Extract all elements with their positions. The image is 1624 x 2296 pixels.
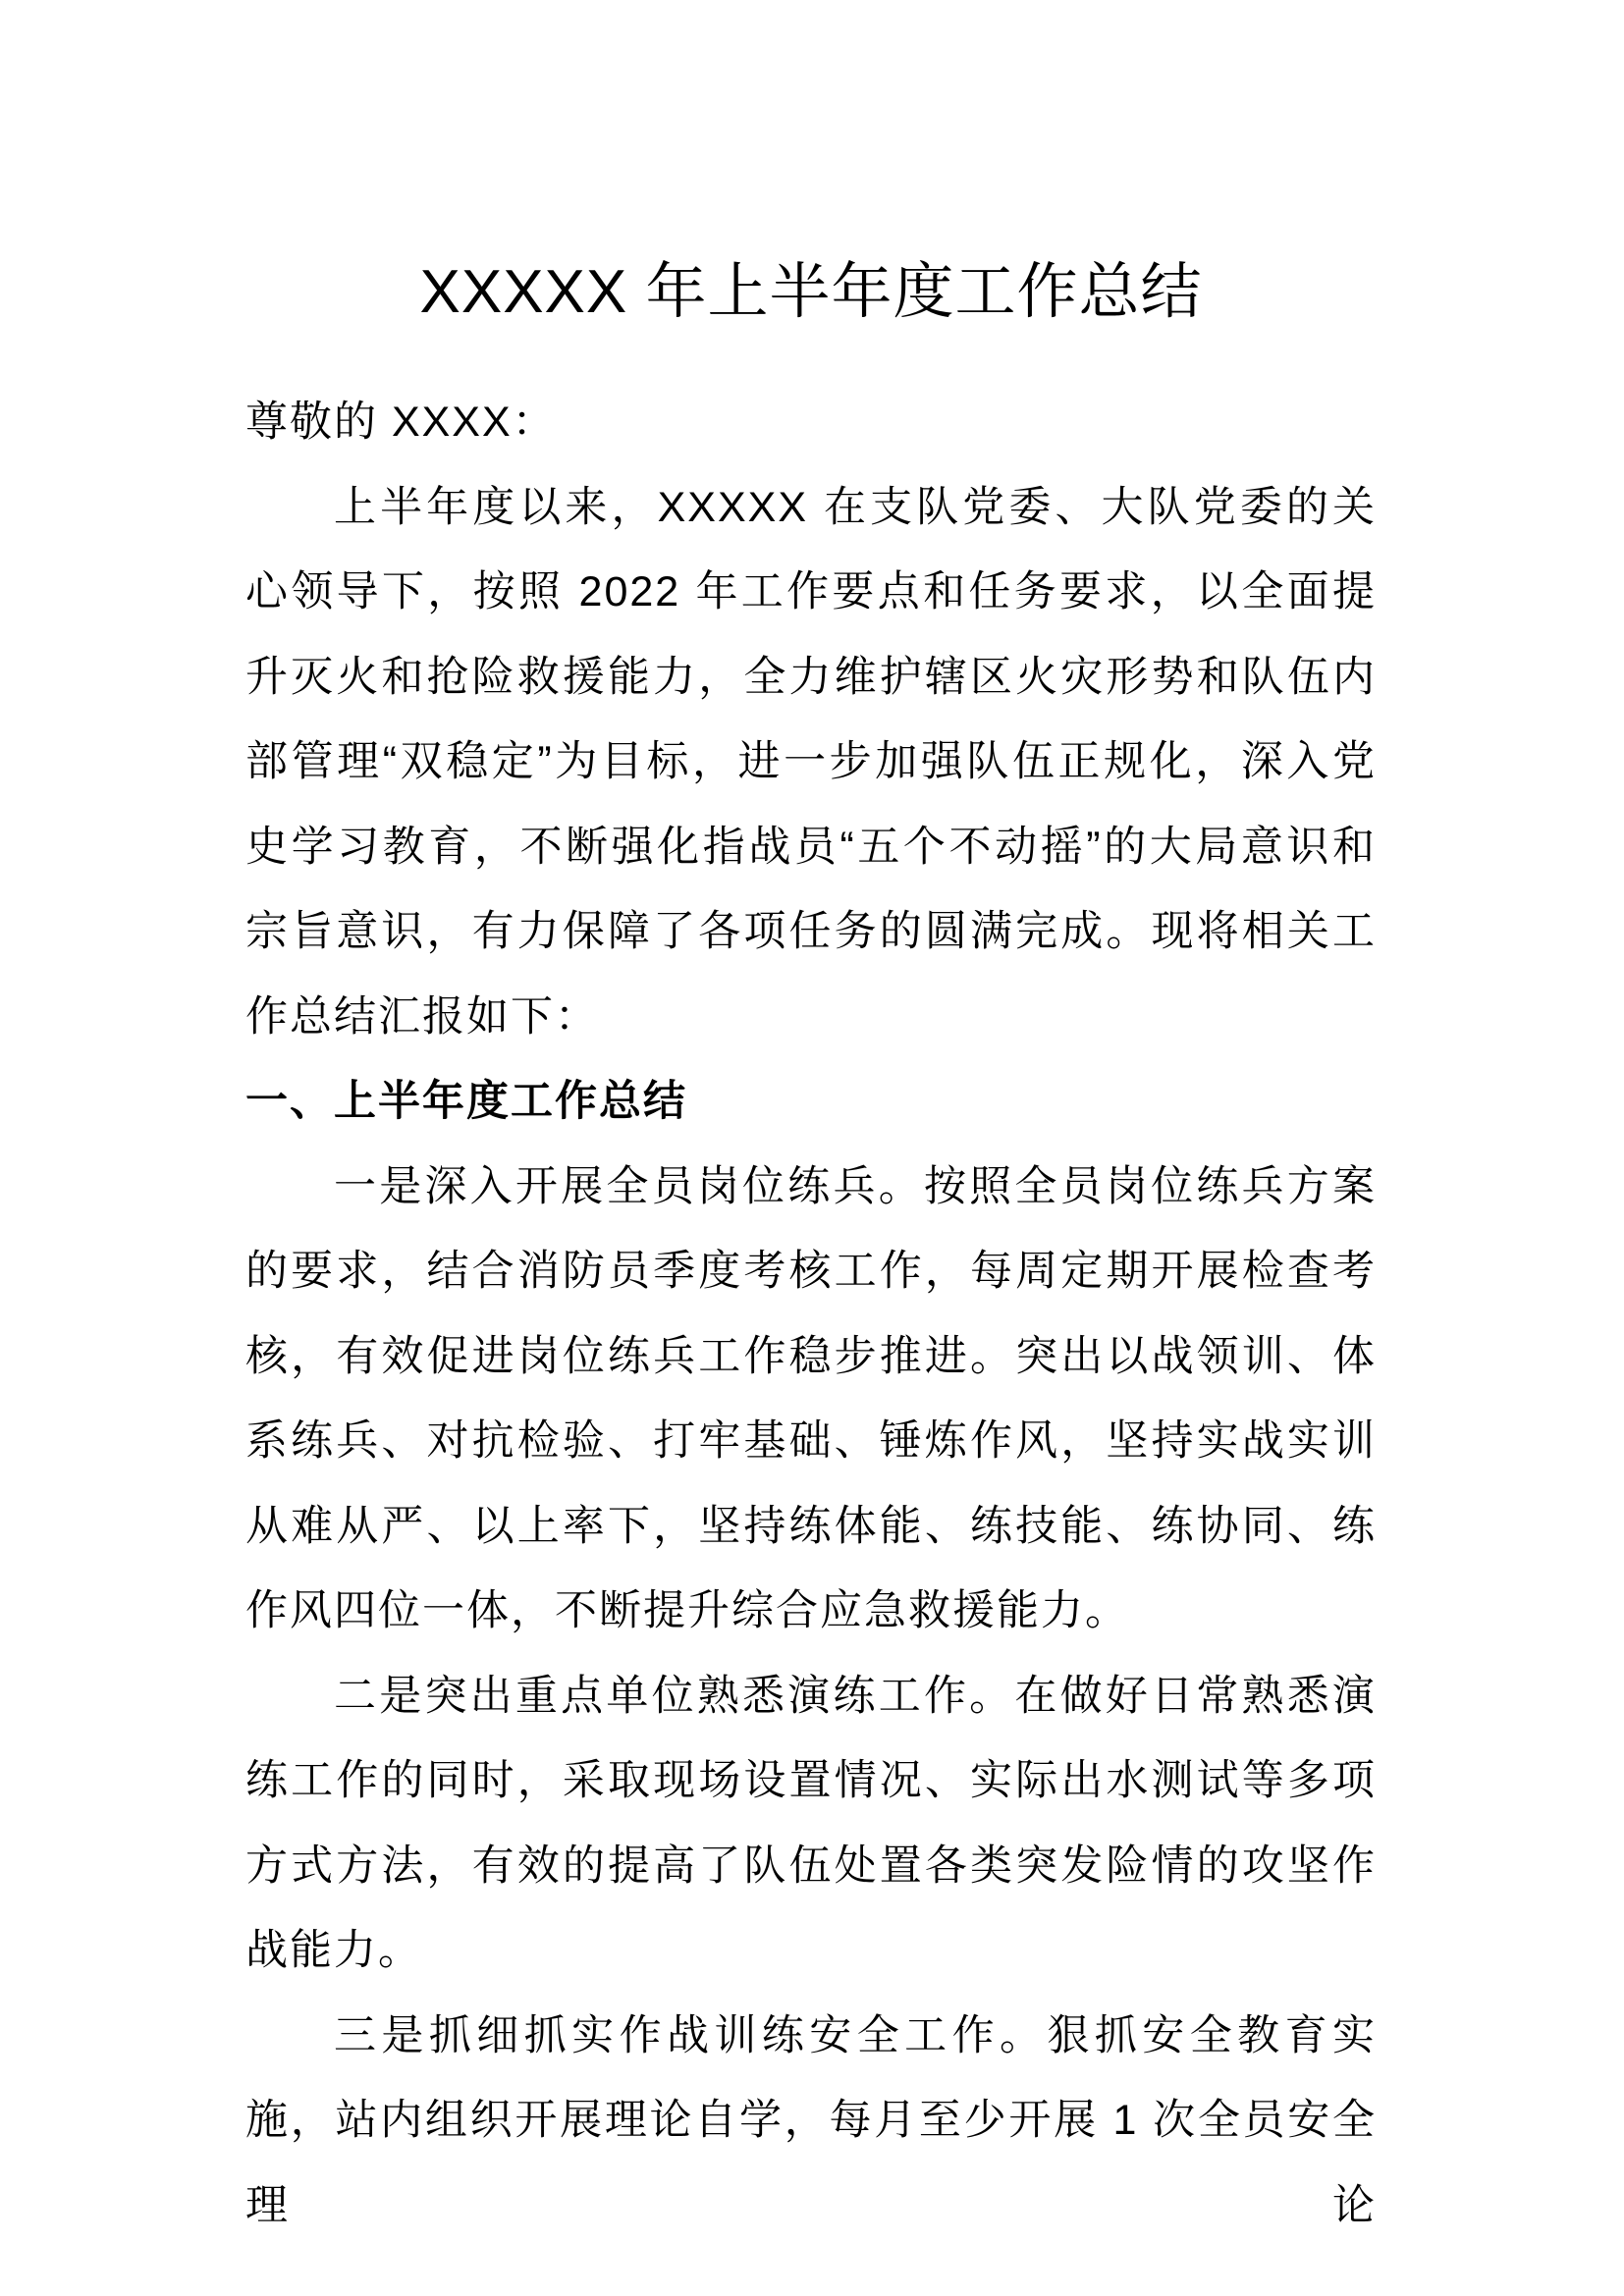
section-heading-1: 一、上半年度工作总结: [245, 1078, 687, 1126]
salutation: 尊敬的 XXXX：: [245, 399, 557, 447]
section1-paragraph-2: 二是突出重点单位熟悉演练工作。在做好日常熟悉演练工作的同时，采取现场设置情况、实际出水测试等多项方式方法，有效的提高了队伍处置各类突发险情的攻坚作战能力。: [245, 1672, 1377, 1975]
document-body: [245, 380, 1377, 2248]
document-title: XXXXX 年上半年度工作总结: [419, 257, 1203, 326]
section1-paragraph-1: 一是深入开展全员岗位练兵。按照全员岗位练兵方案的要求，结合消防员季度考核工作，每周定期开展检查考核，有效促进岗位练兵工作稳步推进。突出以战领训、体系练兵、对抗检验、打牢基础、锤炼作风，坚持实战实训从难从严、以上率下，坚持练体能、练技能、练协同、练作风四位一体，不断提升综合应急救援能力。: [245, 1162, 1377, 1635]
intro-paragraph: 上半年度以来，XXXXX 在支队党委、大队党委的关心领导下，按照 2022 年工作要点和任务要求，以全面提升灭火和抢险救援能力，全力维护辖区火灾形势和队伍内部管理“双稳定”为目标，进一步加强队伍正规化，深入党史学习教育，不断强化指战员“五个不动摇”的大局意识和宗旨意识，有力保障了各项任务的圆满完成。现将相关工作总结汇报如下：: [245, 483, 1377, 1041]
section1-paragraph-3: 三是抓细抓实作战训练安全工作。狠抓安全教育实施，站内组织开展理论自学，每月至少开展 1 次全员安全理论: [245, 2011, 1377, 2229]
